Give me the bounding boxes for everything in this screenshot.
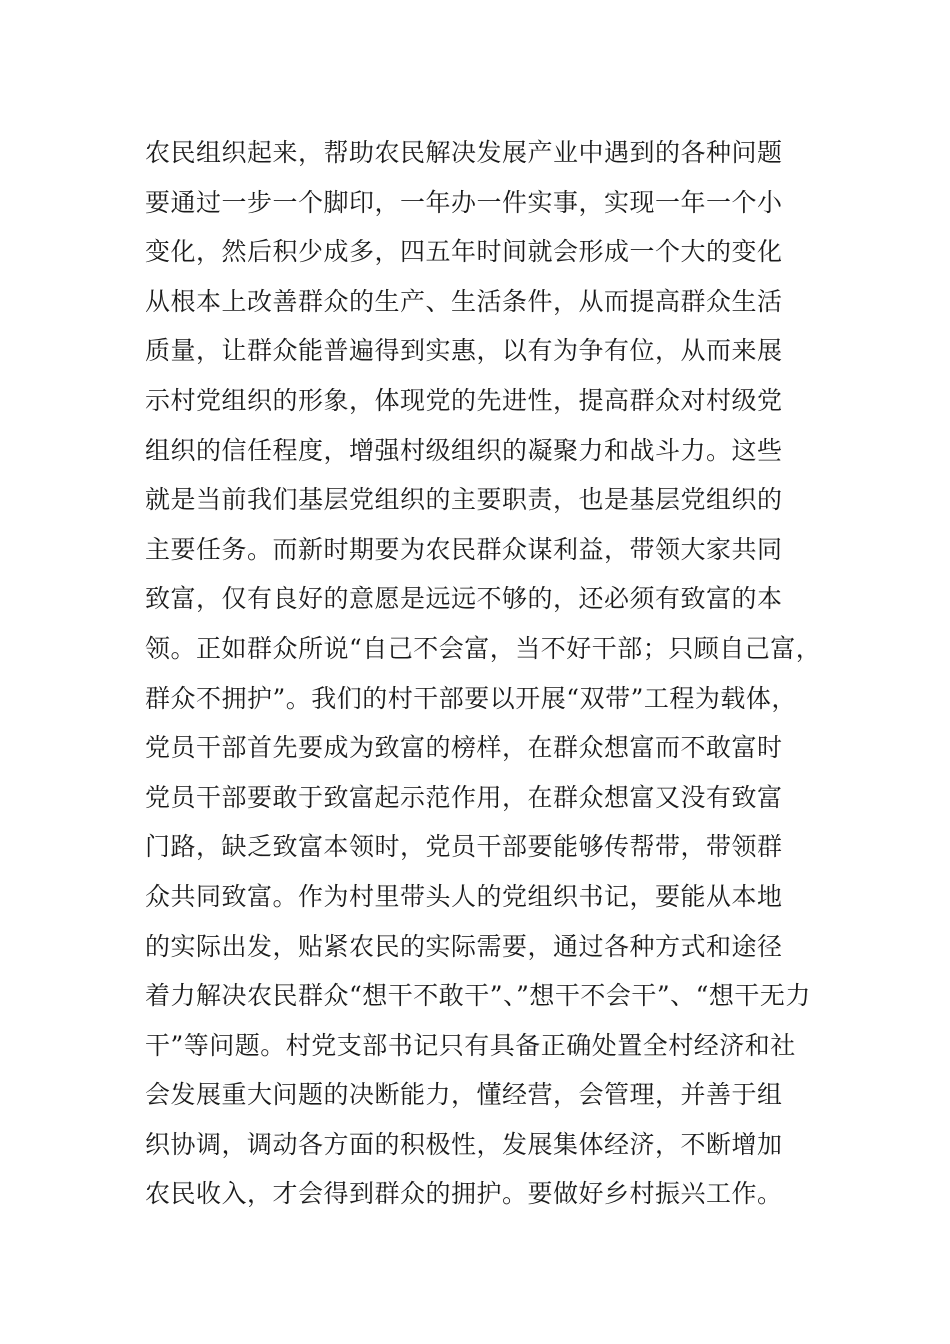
text-line: 从根本上改善群众的生产、生活条件，从而提高群众生活: [145, 286, 783, 316]
text-line: 群众不拥护”。我们的村干部要以开展“双带”工程为载体，: [145, 683, 797, 713]
text-line: 组织的信任程度，增强村级组织的凝聚力和战斗力。这些: [145, 435, 783, 465]
text-line: 领。正如群众所说“自己不会富，当不好干部；只顾自己富，: [145, 633, 822, 663]
text-line: 会发展重大问题的决断能力，懂经营，会管理，并善于组: [145, 1080, 783, 1110]
text-line: 农民收入，才会得到群众的拥护。要做好乡村振兴工作。: [145, 1179, 783, 1209]
text-line: 质量，让群众能普遍得到实惠，以有为争有位，从而来展: [145, 336, 783, 366]
text-line: 示村党组织的形象，体现党的先进性，提高群众对村级党: [145, 385, 783, 415]
text-line: 农民组织起来，帮助农民解决发展产业中遇到的各种问题: [145, 138, 783, 167]
text-line: 党员干部要敢于致富起示范作用，在群众想富又没有致富: [145, 782, 783, 812]
text-line: 众共同致富。作为村里带头人的党组织书记，要能从本地: [145, 881, 783, 911]
text-line: 致富，仅有良好的意愿是远远不够的，还必须有致富的本: [145, 584, 783, 614]
text-line: 干”等问题。村党支部书记只有具备正确处置全村经济和社: [145, 1030, 796, 1060]
body-paragraph: [145, 128, 825, 1219]
text-line: 门路，缺乏致富本领时，党员干部要能够传帮带，带领群: [145, 832, 783, 862]
text-line: 变化，然后积少成多，四五年时间就会形成一个大的变化: [145, 237, 783, 267]
text-line: 织协调，调动各方面的积极性，发展集体经济，不断增加: [145, 1129, 783, 1159]
text-line: 就是当前我们基层党组织的主要职责，也是基层党组织的: [145, 485, 783, 515]
text-line: 主要任务。而新时期要为农民群众谋利益，带领大家共同: [145, 534, 783, 564]
text-line: 着力解决农民群众“想干不敢干”、”想干不会干”、“想干无力: [145, 981, 811, 1011]
text-line: 的实际出发，贴紧农民的实际需要，通过各种方式和途径: [145, 931, 783, 961]
text-line: 党员干部首先要成为致富的榜样，在群众想富而不敢富时: [145, 733, 783, 763]
text-line: 要通过一步一个脚印，一年办一件实事，实现一年一个小: [145, 187, 783, 217]
